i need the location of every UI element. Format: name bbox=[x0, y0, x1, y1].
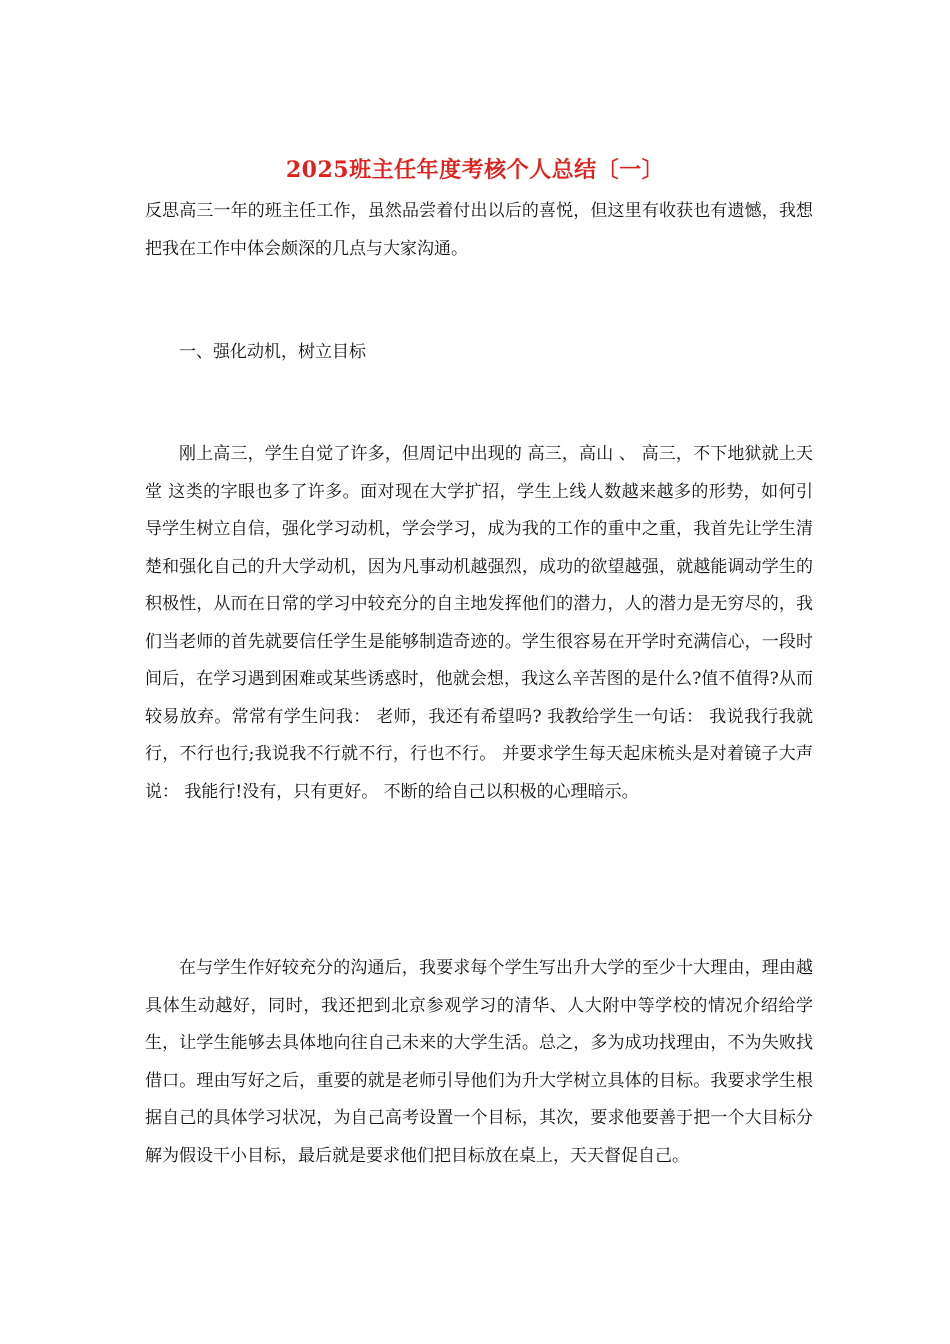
document-title: 2025班主任年度考核个人总结〔一〕 bbox=[285, 157, 665, 183]
intro-paragraph: 反思高三一年的班主任工作，虽然品尝着付出以后的喜悦，但这里有收获也有遗憾，我想把我在工作中体会颇深的几点与大家沟通。 bbox=[145, 201, 813, 259]
section-heading: 一、强化动机，树立目标 bbox=[179, 342, 366, 362]
body-paragraph-1: 刚上高三，学生自觉了许多，但周记中出现的 高三，高山 、 高三，不下地狱就上天堂 这类的字眼也多了许多。面对现在大学扩招，学生上线人数越来越多的形势，如何引导学生树立自信，强化学习动机，学会学习，成为我的工作的重中之重，我首先让学生清楚和强化自己的升大学动机，因为凡事动机越强烈，成功的欲望越强，就越能调动学生的积极性，从而在日常的学习中较充分的自主地发挥他们的潜力，人的潜力是无穷尽的，我们当老师的首先就要信任学生是能够制造奇迹的。学生很容易在开学时充满信心，一段时间后，在学习遇到困难或某些诱惑时，他就会想，我这么辛苦图的是什么?值不值得?从而较易放弃。常常有学生问我： 老师，我还有希望吗? 我教给学生一句话： 我说我行我就行，不行也行;我说我不行就不行，行也不行。 并要求学生每天起床梳头是对着镜子大声说： 我能行!没有，只有更好。 不断的给自己以积极的心理暗示。 bbox=[145, 444, 813, 802]
body-paragraph-2: 在与学生作好较充分的沟通后，我要求每个学生写出升大学的至少十大理由，理由越具体生动越好，同时，我还把到北京参观学习的清华、人大附中等学校的情况介绍给学生，让学生能够去具体地向往自己未来的大学生活。总之，多为成功找理由，不为失败找借口。理由写好之后，重要的就是老师引导他们为升大学树立具体的目标。我要求学生根据自己的具体学习状况，为自己高考设置一个目标，其次，要求他要善于把一个大目标分解为假设干小目标，最后就是要求他们把目标放在桌上，天天督促自己。 bbox=[145, 958, 813, 1166]
